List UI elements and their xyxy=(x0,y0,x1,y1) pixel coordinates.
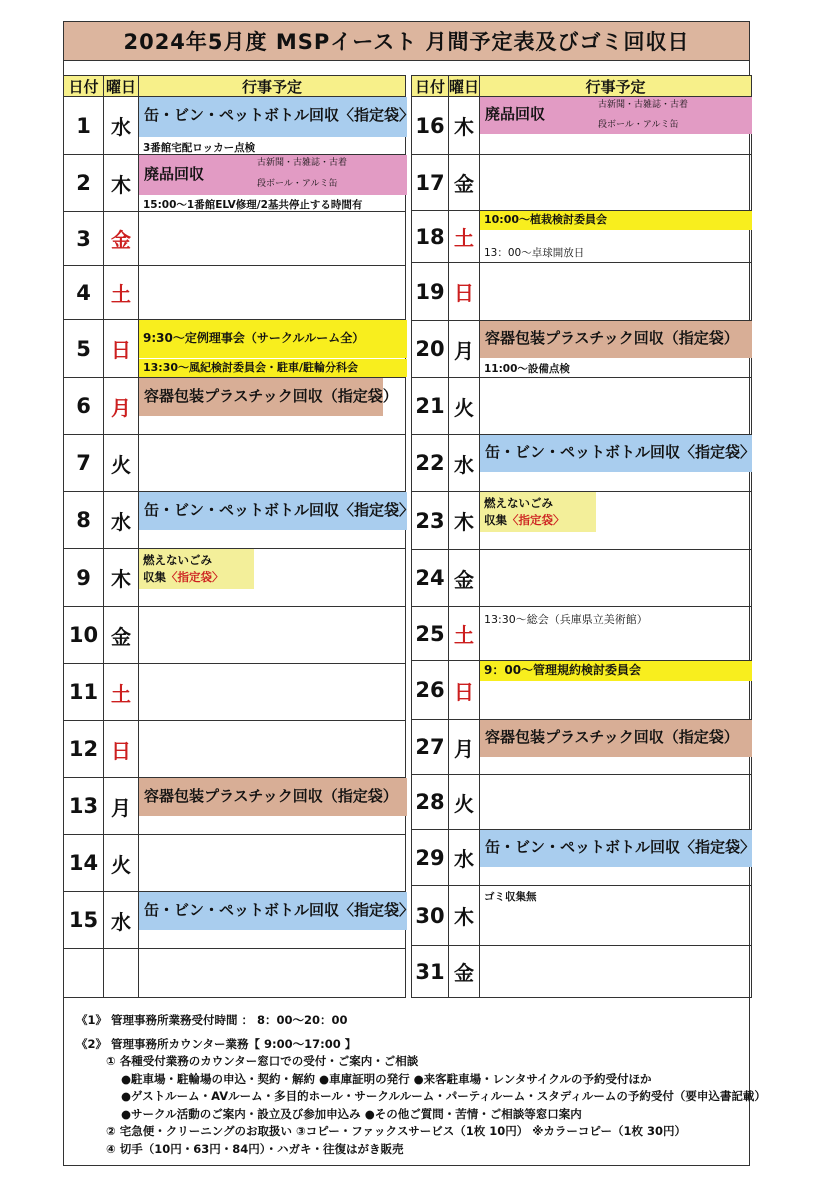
event-subtext: 段ボール・アルミ缶 xyxy=(257,179,338,189)
events-cell xyxy=(480,97,751,154)
date-cell: 4 xyxy=(64,266,104,319)
non-burnable-collection xyxy=(480,492,596,532)
dow-cell: 土 xyxy=(104,266,139,319)
header-dow: 曜日 xyxy=(448,75,480,97)
day-row-13 xyxy=(63,778,406,835)
events-cell xyxy=(480,263,751,320)
committee-meeting: 13:30～風紀検討委員会・駐車/駐輪分科会 xyxy=(139,359,407,377)
day-row-29 xyxy=(411,830,756,886)
dow-cell: 木 xyxy=(104,549,139,606)
date-cell: 22 xyxy=(412,435,449,491)
day-row-24 xyxy=(411,550,752,607)
date-cell: 11 xyxy=(64,664,104,720)
note-item: ① 各種受付業務のカウンター窓口での受付・ご案内・ご相談 xyxy=(106,1054,419,1068)
day-row-12 xyxy=(63,721,406,778)
can-bottle-collection: 缶・ビン・ペットボトル回収〈指定袋〉 xyxy=(480,830,752,867)
day-row-9 xyxy=(63,549,406,607)
day-row-1 xyxy=(63,97,415,155)
day-row-16 xyxy=(411,97,752,155)
plastic-collection: 容器包装プラスチック回収（指定袋） xyxy=(480,321,752,358)
events-cell xyxy=(139,607,405,663)
day-row-22 xyxy=(411,435,756,492)
dow-cell: 金 xyxy=(449,946,480,997)
events-cell xyxy=(480,550,751,606)
events-cell xyxy=(480,321,751,377)
day-row-14 xyxy=(63,835,406,892)
dow-cell: 火 xyxy=(104,835,139,891)
day-row-23 xyxy=(411,492,752,550)
dow-cell: 金 xyxy=(449,550,480,606)
date-cell: 2 xyxy=(64,155,104,211)
note-item: ●駐車場・駐輪場の申込・契約・解約 ●車庫証明の発行 ●来客駐車場・レンタサイクルの予約受付ほか xyxy=(121,1071,652,1086)
date-cell: 13 xyxy=(64,778,104,834)
dow-cell: 土 xyxy=(104,664,139,720)
events-cell xyxy=(480,155,751,210)
event-text: 15:00～1番館ELV修理/2基共停止する時間有 xyxy=(143,199,363,211)
event-subtext: 段ボール・アルミ缶 xyxy=(598,120,679,130)
date-cell: 28 xyxy=(412,775,449,829)
events-cell xyxy=(139,664,405,720)
date-cell: 27 xyxy=(412,720,449,774)
office-notes xyxy=(76,1012,766,1158)
events-cell xyxy=(480,661,751,719)
dow-cell: 土 xyxy=(449,211,480,262)
dow-cell: 金 xyxy=(104,607,139,663)
date-cell: 19 xyxy=(412,263,449,320)
header-date: 日付 xyxy=(63,75,104,97)
dow-cell: 水 xyxy=(449,435,480,491)
plastic-collection: 容器包装プラスチック回収（指定袋） xyxy=(139,378,383,416)
events-cell xyxy=(139,778,405,834)
day-row-31 xyxy=(411,946,752,998)
events-cell xyxy=(480,378,751,434)
date-cell: 20 xyxy=(412,321,449,377)
day-row-6 xyxy=(63,378,406,435)
day-row-2 xyxy=(63,155,406,212)
dow-cell: 水 xyxy=(104,492,139,548)
events-cell xyxy=(139,835,405,891)
date-cell: 5 xyxy=(64,320,104,377)
day-row-17 xyxy=(411,155,752,211)
date-cell: 31 xyxy=(412,946,449,997)
date-cell: 24 xyxy=(412,550,449,606)
dow-cell: 日 xyxy=(104,721,139,777)
waste-collection xyxy=(480,97,752,134)
dow-cell: 火 xyxy=(449,775,480,829)
can-bottle-collection: 缶・ビン・ペットボトル回収〈指定袋〉 xyxy=(139,97,407,137)
day-row-5 xyxy=(63,320,406,378)
dow-cell: 水 xyxy=(104,97,139,154)
events-cell xyxy=(480,886,751,945)
day-row-11 xyxy=(63,664,406,721)
date-cell: 6 xyxy=(64,378,104,434)
can-bottle-collection: 缶・ビン・ペットボトル回収〈指定袋〉 xyxy=(139,492,407,530)
dow-cell: 火 xyxy=(104,435,139,491)
day-row-4 xyxy=(63,266,406,320)
events-cell xyxy=(139,155,405,211)
events-cell xyxy=(139,212,405,265)
date-cell: 30 xyxy=(412,886,449,945)
designated-bag-text: 〈指定袋〉 xyxy=(166,570,224,584)
event-text xyxy=(484,512,596,529)
date-cell: 7 xyxy=(64,435,104,491)
waste-collection xyxy=(139,155,407,195)
event-text: 収集 xyxy=(143,570,166,584)
header-events: 行事予定 xyxy=(138,75,406,97)
day-row-30 xyxy=(411,886,752,946)
date-cell: 8 xyxy=(64,492,104,548)
event-text: 11:00～設備点検 xyxy=(484,363,570,375)
counter-hours-note: 《2》 管理事務所カウンター業務【 9:00～17:00 】 xyxy=(76,1036,357,1051)
dow-cell: 木 xyxy=(104,155,139,211)
date-cell: 16 xyxy=(412,97,449,154)
dow-cell: 水 xyxy=(104,892,139,948)
can-bottle-collection: 缶・ビン・ペットボトル回収〈指定袋〉 xyxy=(480,435,752,472)
day-row-3 xyxy=(63,212,406,266)
event-text: 燃えないごみ xyxy=(143,553,212,567)
calendar-left xyxy=(63,75,415,998)
office-hours-note: 《1》 管理事務所業務受付時間 ： 8：00～20：00 xyxy=(76,1013,348,1027)
day-row-8 xyxy=(63,492,415,549)
non-burnable-collection xyxy=(139,549,254,589)
events-cell xyxy=(480,492,751,549)
events-cell xyxy=(480,720,751,774)
events-cell xyxy=(480,211,751,262)
events-cell xyxy=(480,607,751,660)
dow-cell: 木 xyxy=(449,97,480,154)
date-cell: 26 xyxy=(412,661,449,719)
header-events: 行事予定 xyxy=(479,75,752,97)
event-subtext: 古新聞・古雑誌・古着 xyxy=(257,158,348,168)
date-cell: 25 xyxy=(412,607,449,660)
event-subtext: 古新聞・古雑誌・古着 xyxy=(598,100,689,110)
day-row-empty xyxy=(63,949,406,998)
page-title: 2024年5月度 MSPイースト 月間予定表及びゴミ回収日 xyxy=(63,21,750,61)
day-row-25 xyxy=(411,607,752,661)
events-cell xyxy=(139,949,405,997)
event-label: 廃品回収 xyxy=(144,165,205,183)
note-item: ④ 切手（10円・63円・84円）・ハガキ・往復はがき販売 xyxy=(106,1141,404,1156)
events-cell xyxy=(139,97,415,154)
date-cell: 29 xyxy=(412,830,449,885)
day-row-27 xyxy=(411,720,752,775)
date-cell: 9 xyxy=(64,549,104,606)
event-text xyxy=(143,569,254,586)
date-cell: 23 xyxy=(412,492,449,549)
date-cell: 10 xyxy=(64,607,104,663)
board-meeting: 9:30～定例理事会（サークルルーム全） xyxy=(139,320,407,358)
event-text: 3番館宅配ロッカー点検 xyxy=(143,142,256,154)
events-cell xyxy=(139,266,405,319)
events-cell xyxy=(139,320,405,377)
dow-cell: 木 xyxy=(449,886,480,945)
general-meeting: 13:30～総会（兵庫県立美術館） xyxy=(484,613,648,626)
event-text: 燃えないごみ xyxy=(484,496,553,510)
date-cell: 1 xyxy=(64,97,104,154)
dow-cell: 土 xyxy=(449,607,480,660)
header-dow: 曜日 xyxy=(103,75,139,97)
dow-cell: 月 xyxy=(449,321,480,377)
note-item: ●サークル活動のご案内・設立及び参加申込み ●その他ご質問・苦情・ご相談等窓口案内 xyxy=(121,1106,582,1121)
day-row-10 xyxy=(63,607,406,664)
events-cell xyxy=(480,946,751,997)
rules-committee: 9：00～管理規約検討委員会 xyxy=(480,661,752,681)
note-item: ●ゲストルーム・AVルーム・多目的ホール・サークルルーム・パーティルーム・スタディルームの予約受付（要申込書記載） xyxy=(121,1089,766,1103)
date-cell: 18 xyxy=(412,211,449,262)
day-row-26 xyxy=(411,661,752,720)
dow-cell: 日 xyxy=(104,320,139,377)
date-cell: 17 xyxy=(412,155,449,210)
events-cell xyxy=(139,892,415,948)
dow-cell: 日 xyxy=(449,263,480,320)
dow-cell xyxy=(104,949,139,997)
events-cell xyxy=(480,830,756,885)
date-cell: 12 xyxy=(64,721,104,777)
dow-cell: 金 xyxy=(449,155,480,210)
events-cell xyxy=(139,378,405,434)
calendar-right xyxy=(411,75,756,998)
can-bottle-collection: 缶・ビン・ペットボトル回収〈指定袋〉 xyxy=(139,892,407,930)
day-row-28 xyxy=(411,775,752,830)
events-cell xyxy=(139,549,405,606)
events-cell xyxy=(139,435,405,491)
dow-cell: 木 xyxy=(449,492,480,549)
dow-cell: 月 xyxy=(449,720,480,774)
day-row-7 xyxy=(63,435,406,492)
date-cell: 21 xyxy=(412,378,449,434)
day-row-18 xyxy=(411,211,752,263)
plastic-collection: 容器包装プラスチック回収（指定袋） xyxy=(480,720,752,757)
events-cell xyxy=(480,435,756,491)
dow-cell: 月 xyxy=(104,378,139,434)
no-garbage-collection: ゴミ収集無 xyxy=(484,891,537,903)
date-cell: 15 xyxy=(64,892,104,948)
dow-cell: 火 xyxy=(449,378,480,434)
designated-bag-text: 〈指定袋〉 xyxy=(507,513,565,527)
day-row-20 xyxy=(411,321,752,378)
events-cell xyxy=(480,775,751,829)
day-row-19 xyxy=(411,263,752,321)
day-row-21 xyxy=(411,378,752,435)
note-item: ② 宅急便・クリーニングのお取扱い ③コピー・ファックスサービス（1枚 10円） ※カラーコピー（1枚 30円） xyxy=(106,1124,686,1138)
event-text: 収集 xyxy=(484,513,507,527)
day-row-15 xyxy=(63,892,415,949)
planting-committee: 10:00～植栽検討委員会 xyxy=(480,211,752,230)
date-cell xyxy=(64,949,104,997)
dow-cell: 金 xyxy=(104,212,139,265)
dow-cell: 日 xyxy=(449,661,480,719)
event-text: 13：00～卓球開放日 xyxy=(484,247,585,259)
events-cell xyxy=(139,492,415,548)
plastic-collection: 容器包装プラスチック回収（指定袋） xyxy=(139,778,407,816)
event-label: 廃品回収 xyxy=(485,105,546,123)
header-date: 日付 xyxy=(411,75,449,97)
date-cell: 3 xyxy=(64,212,104,265)
dow-cell: 水 xyxy=(449,830,480,885)
dow-cell: 月 xyxy=(104,778,139,834)
date-cell: 14 xyxy=(64,835,104,891)
events-cell xyxy=(139,721,405,777)
